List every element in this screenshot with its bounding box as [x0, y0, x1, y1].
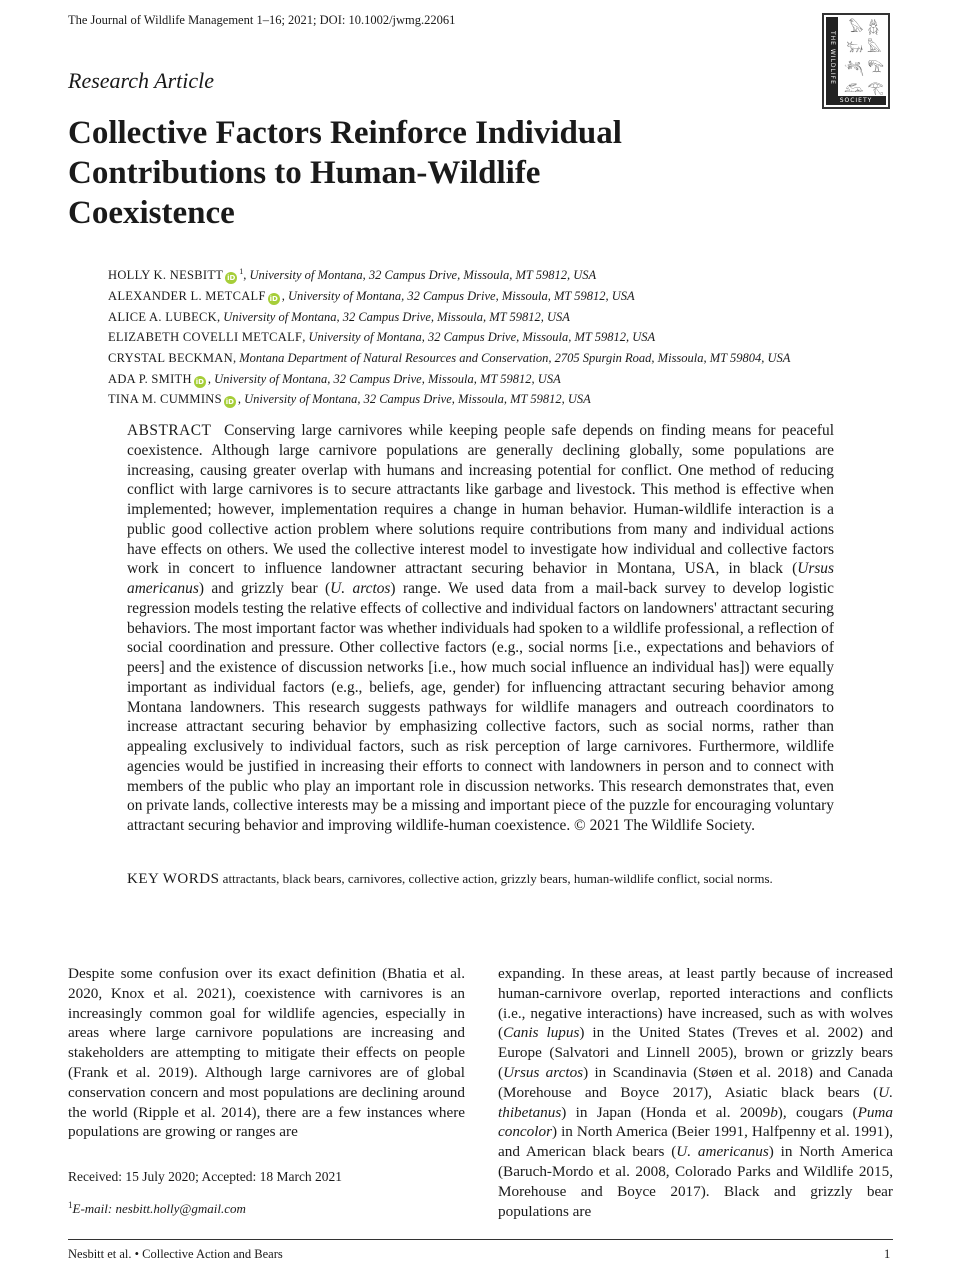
orcid-icon[interactable]: iD [225, 398, 234, 407]
author-line: ALICE A. LUBECK, University of Montana, 32 Campus Drive, Missoula, MT 59812, USA [108, 309, 570, 324]
footnote-label: E-mail: [72, 1201, 113, 1216]
footer-divider [68, 1239, 893, 1240]
article-type: Research Article [68, 68, 215, 93]
author-line: CRYSTAL BECKMAN, Montana Department of Natural Resources and Conservation, 2705 Spurgin Road, Missoula, MT 59804, USA [108, 350, 791, 365]
author-affiliation: University of Montana, 32 Campus Drive, Missoula, MT 59812, USA [244, 392, 591, 407]
species-name: Ursus arctos [503, 1063, 584, 1081]
page-number: 1 [884, 1247, 891, 1261]
body-text: ) in the United States (Treves et al. 2002) and Europe (Salvatori and Linnell 2005), brown or grizzly bears ( [498, 1024, 894, 1081]
author-name: ADA P. SMITH [108, 371, 192, 386]
footnote-mark: 1 [68, 1200, 73, 1210]
article-title: Collective Factors Reinforce Individual Contributions to Human-Wildlife Coexistence [68, 115, 622, 231]
author-line: ELIZABETH COVELLI METCALF, University of Montana, 32 Campus Drive, Missoula, MT 59812, USA [108, 330, 656, 345]
body-text: ), cougars ( [777, 1103, 858, 1121]
orcid-icon[interactable]: iD [195, 377, 204, 386]
author-name: HOLLY K. NESBITT [108, 268, 224, 283]
body-column-left: Despite some confusion over its exact definition (Bhatia et al. 2020, Knox et al. 2021), coexistence with carnivores is an increasingly common goal for wildlife agencies, especially in areas where large carnivore populations are increasing and stakeholders are attempting to mitigate their effects on people (Frank et al. 2019). Although large carnivores are of global conservation concern and most populations are declining around the world (Ripple et al. 2014), there are a few instances where populations are growing or ranges are [68, 965, 465, 1141]
orcid-icon[interactable]: iD [269, 294, 278, 303]
abstract-text: Conserving large carnivores while keeping people safe depends on finding means for peaceful coexistence. Although large carnivore populations are generally declining globally, some populations are increasing, causing greater overlap with humans and increasing potential for conflict. One method of reducing conflict with large carnivores is to secure attractants like garbage and livestock. This method is effective when implemented; however, implementation requires a change in human behavior. Human-wildlife interaction is a public good collective action problem where solutions require contributions from many and individual actions have effects on others. We used the collective interest model to investigate how individual and collective factors work in concert to influence landowner attractant securing behavior in Montana, USA, in black ( [127, 422, 834, 578]
body-text: expanding. In these areas, at least partly because of increased human-carnivore overlap, reported interactions and conflicts (i.e., negative interactions) have increased, such as with wolves ( [498, 965, 893, 1042]
author-footnote-mark: 1 [239, 267, 244, 276]
journal-citation-line: The Journal of Wildlife Management 1–16; 2021; DOI: 10.1002/jwmg.22061 [68, 13, 456, 27]
body-text: ) in Japan (Honda et al. 2009 [561, 1103, 771, 1121]
species-name: U. americanus [676, 1143, 769, 1161]
citation-suffix: b [770, 1103, 778, 1121]
orcid-icon[interactable]: iD [227, 274, 236, 283]
species-name: Ursus americanus [127, 560, 834, 597]
author-line: HOLLY K. NESBITT $iD^1$, University of Montana, 32 Campus Drive, Missoula, MT 59812, USA [108, 267, 597, 283]
email-link[interactable]: nesbitt.holly@gmail.com [115, 1201, 246, 1216]
logo-vertical-text: THE WILDLIFE [826, 17, 838, 99]
keywords [127, 870, 834, 888]
abstract-text: ) range. We used data from a mail-back survey to develop logistic regression models testing the relative effects of collective and individual factors on landowners' attractant securing behaviors. The most important factor was whether individuals had spoken to a wildlife professional, a reflection of social coordination and pressure. Other collective factors (e.g., social norms [i.e., expectations and behaviors of peers] and the existence of discussion networks [i.e., how much social influence an individual has]) were equally important as individual factors (e.g., beliefs, age, gender) for influencing attractant securing behavior among Montana landowners. This research suggests pathways for wildlife managers and outreach coordinators to increase attractant securing behavior by emphasizing collective factors, such as social norms, rather than appealing exclusively to individual factors, such as risk perception of large carnivores. Furthermore, wildlife agencies would be justified in increasing their efforts to connect with landowners in person and to connect with members of the public who play an important role in discussion networks. This research demonstrates that, even on private lands, collective interests may be a missing and important piece of the puzzle for encouraging voluntary attractant securing behavior and improving wildlife-human coexistence. © 2021 The Wildlife Society. [127, 580, 835, 834]
abstract-text: ) and grizzly bear ( [198, 580, 331, 597]
keywords-label: KEY WORDS [127, 871, 220, 887]
author-line: ADA P. SMITH iD , University of Montana, 32 Campus Drive, Missoula, MT 59812, USA [108, 371, 561, 386]
species-name: Canis lupus [503, 1024, 580, 1042]
species-name: U. thibetanus [498, 1083, 893, 1121]
body-text: ) in Scandinavia (Støen et al. 2018) and Canada (Morehouse and Boyce 2017), Asiatic black bears ( [498, 1063, 893, 1101]
author-line: TINA M. CUMMINS iD , University of Montana, 32 Campus Drive, Missoula, MT 59812, USA [108, 392, 591, 407]
author-name: ELIZABETH COVELLI METCALF [108, 330, 303, 345]
author-affiliation: University of Montana, 32 Campus Drive, Missoula, MT 59812, USA [214, 371, 561, 386]
author-affiliation: University of Montana, 32 Campus Drive, Missoula, MT 59812, USA [308, 330, 656, 345]
logo-bottom-text: SOCIETY [826, 96, 886, 105]
author-name: CRYSTAL BECKMAN [108, 350, 233, 365]
author-affiliation: Montana Department of Natural Resources and Conservation, 2705 Spurgin Road, Missoula, MT 59804, USA [239, 350, 791, 365]
body-text: ) in North America (Baruch-Mordo et al. 2008, Colorado Parks and Wildlife 2015, Morehouse and Boyce 2017). Black and grizzly bear populations are [498, 1143, 893, 1220]
received-accepted-dates: Received: 15 July 2020; Accepted: 18 March 2021 [68, 1169, 343, 1184]
corresponding-author-footnote [68, 1200, 246, 1217]
author-line: ALEXANDER L. METCALF iD , University of Montana, 32 Campus Drive, Missoula, MT 59812, USA [108, 288, 635, 303]
author-name: ALEXANDER L. METCALF [108, 288, 266, 303]
author-list [108, 262, 868, 410]
keywords-text: attractants, black bears, carnivores, collective action, grizzly bears, human-wildlife conflict, social norms. [222, 871, 773, 886]
wildlife-society-logo [822, 13, 890, 109]
abstract [127, 421, 834, 836]
author-affiliation: University of Montana, 32 Campus Drive, Missoula, MT 59812, USA [223, 309, 570, 324]
species-name: U. arctos [330, 580, 391, 597]
logo-hieroglyph-icon: 𓅃 𓆣 𓃒 𓅓 𓆈 𓅟 𓃹 𓂀 [844, 21, 884, 96]
body-text: ) in North America (Beier 1991, Halfpenny et al. 1991), and American black bears ( [498, 1123, 893, 1161]
author-name: TINA M. CUMMINS [108, 392, 222, 407]
body-column-right [498, 964, 893, 1221]
species-name: Puma concolor [498, 1103, 893, 1141]
author-name: ALICE A. LUBECK [108, 309, 218, 324]
author-affiliation: University of Montana, 32 Campus Drive, Missoula, MT 59812, USA [249, 268, 597, 283]
author-affiliation: University of Montana, 32 Campus Drive, Missoula, MT 59812, USA [287, 288, 635, 303]
running-footer: Nesbitt et al. • Collective Action and Bears [68, 1247, 283, 1261]
abstract-label: ABSTRACT [127, 422, 212, 439]
